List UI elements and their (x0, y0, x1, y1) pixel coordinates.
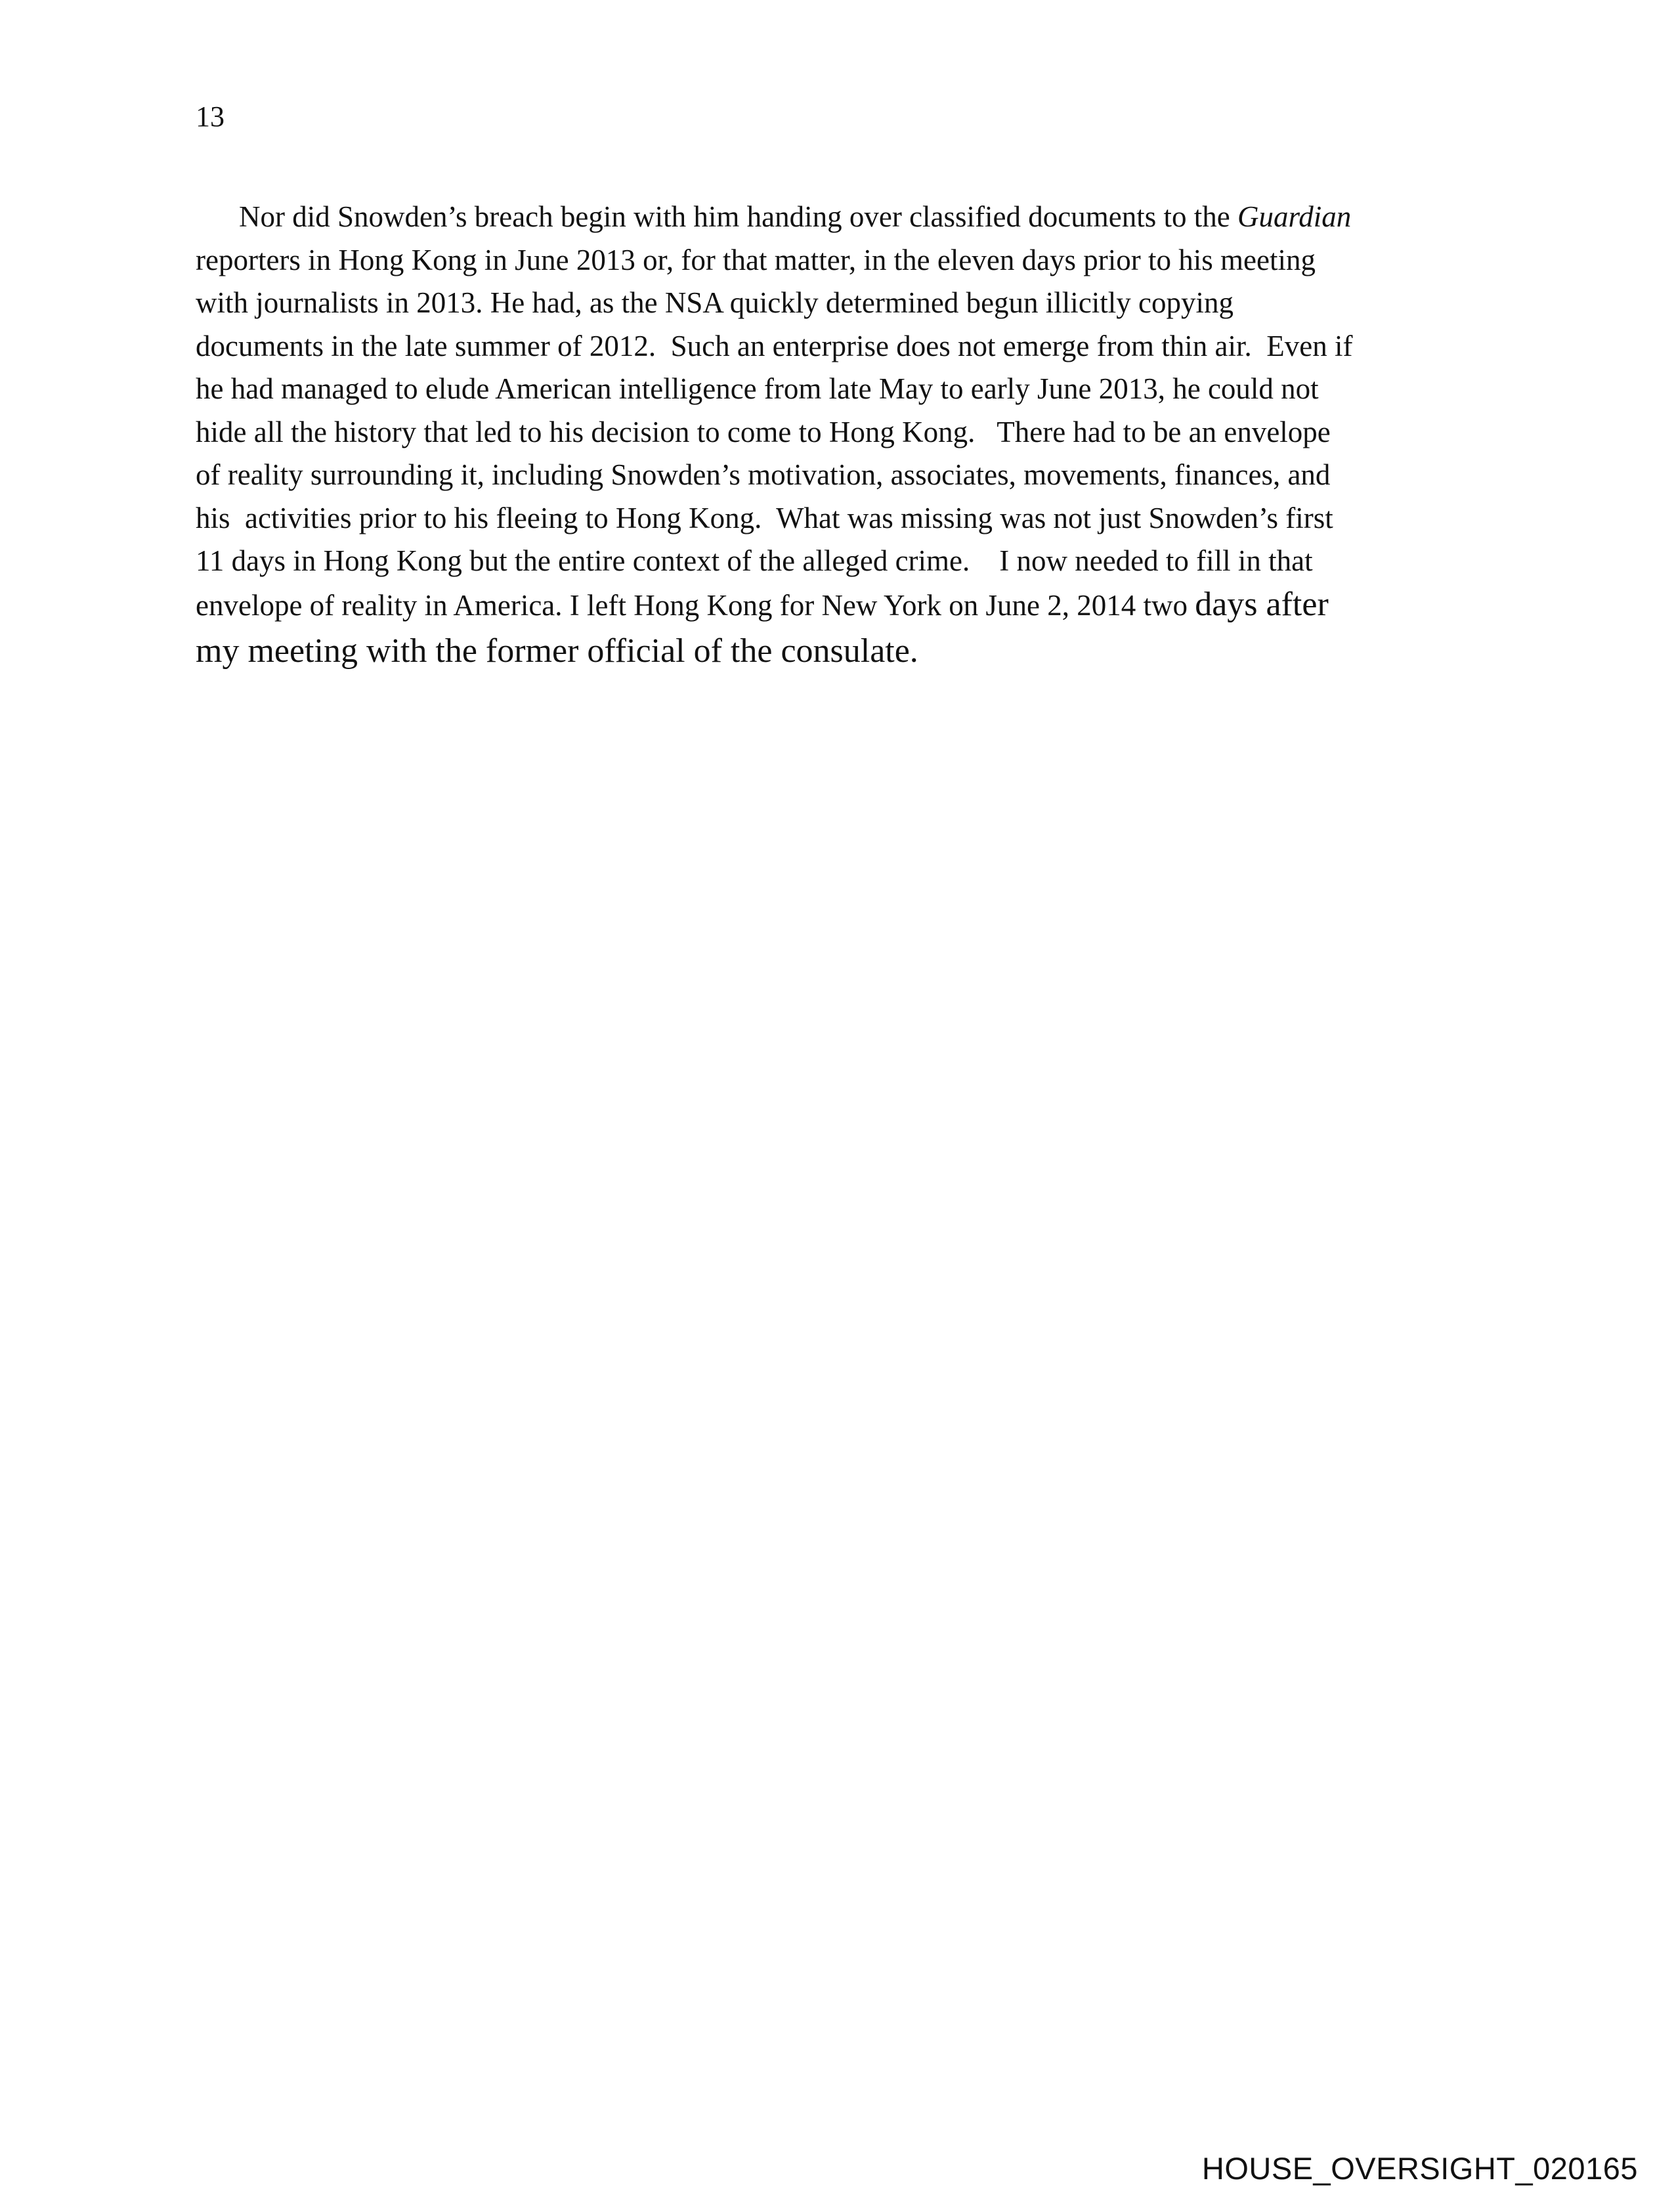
paragraph-line-4: documents in the late summer of 2012. Such an enterprise does not emerge from thin air. Even if (196, 329, 1353, 362)
line-1-text: Nor did Snowden’s breach begin with him handing over classified documents to the (239, 200, 1237, 233)
page-number: 13 (196, 100, 225, 133)
paragraph-line-7: of reality surrounding it, including Snowden’s motivation, associates, movements, finances, and (196, 458, 1331, 491)
paragraph-line-6: hide all the history that led to his decision to come to Hong Kong. There had to be an envelope (196, 415, 1331, 448)
paragraph-line-1 (196, 196, 1482, 239)
paragraph-line-11: my meeting with the former official of the consulate. (196, 632, 918, 670)
paragraph-line-2: reporters in Hong Kong in June 2013 or, for that matter, in the eleven days prior to his meeting (196, 243, 1316, 276)
paragraph-line-8: his activities prior to his fleeing to Hong Kong. What was missing was not just Snowden’s first (196, 501, 1333, 534)
paragraph-line-9: 11 days in Hong Kong but the entire context of the alleged crime. I now needed to fill in that (196, 544, 1313, 577)
line-10-text: envelope of reality in America. I left Hong Kong for New York on June 2, 2014 two (196, 588, 1195, 622)
newspaper-title-italic: Guardian (1237, 200, 1352, 233)
paragraph-line-3: with journalists in 2013. He had, as the NSA quickly determined begun illicitly copying (196, 286, 1234, 319)
paragraph-line-10 (196, 583, 1482, 628)
document-id-footer: HOUSE_OVERSIGHT_020165 (1201, 2151, 1638, 2186)
line-10-large-text: days after (1195, 585, 1329, 623)
body-paragraph (196, 196, 1482, 676)
paragraph-line-5: he had managed to elude American intelligence from late May to early June 2013, he could not (196, 372, 1319, 405)
